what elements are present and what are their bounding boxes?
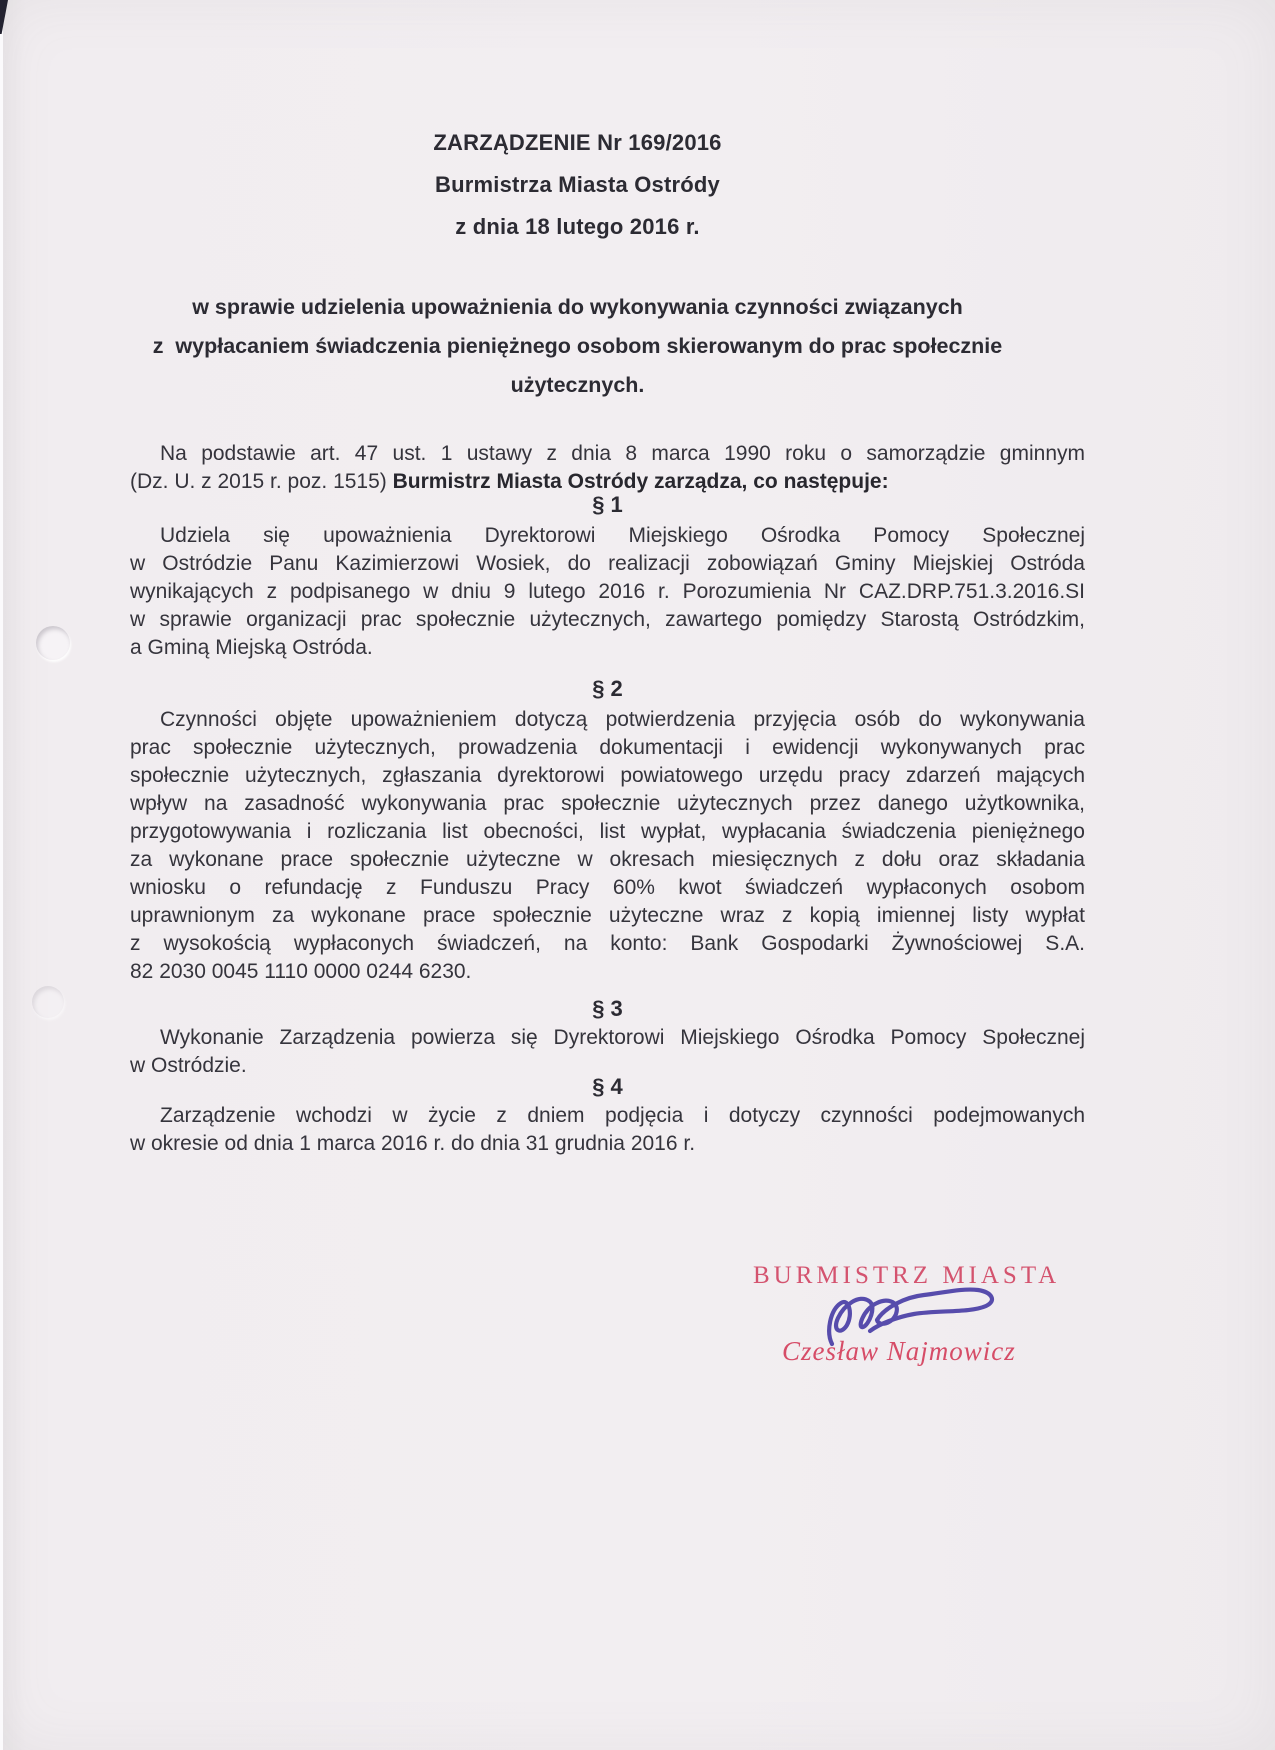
text-line: Na podstawie art. 47 ust. 1 ustawy z dnia 8 marca 1990 roku o samorządzie gminnym — [160, 442, 1085, 465]
text-line: w okresie od dnia 1 marca 2016 r. do dnia 31 grudnia 2016 r. — [130, 1132, 696, 1155]
text-line: przygotowywania i rozliczania list obecności, list wypłat, wypłacania świadczenia pieniężnego — [130, 820, 1085, 843]
section-4-body — [130, 1102, 1085, 1158]
title-line-issuer: Burmistrza Miasta Ostródy — [435, 172, 720, 197]
text-line: uprawnionym za wykonane prace społecznie użyteczne wraz z kopią imiennej listy wypłat — [130, 904, 1085, 927]
scan-corner-artifact — [0, 0, 8, 34]
text-line: za wykonane prace społecznie użyteczne w okresach miesięcznych z dołu oraz składania — [130, 848, 1085, 871]
subject-line: w sprawie udzielenia upoważnienia do wykonywania czynności związanych — [192, 295, 963, 319]
preamble-normal-text: (Dz. U. z 2015 r. poz. 1515) — [130, 470, 393, 493]
section-3-heading: § 3 — [592, 996, 623, 1021]
text-line: Czynności objęte upoważnieniem dotyczą potwierdzenia przyjęcia osób do wykonywania — [160, 708, 1085, 731]
section-2-heading: § 2 — [592, 676, 623, 701]
text-line: Udziela się upoważnienia Dyrektorowi Miejskiego Ośrodka Pomocy Społecznej — [160, 524, 1085, 547]
text-line: prac społecznie użytecznych, prowadzenia dokumentacji i ewidencji wykonywanych prac — [130, 736, 1085, 759]
title-line-date: z dnia 18 lutego 2016 r. — [455, 214, 700, 239]
text-line: w sprawie organizacji prac społecznie użytecznych, zawartego pomiędzy Starostą Ostródzkim, — [130, 608, 1085, 631]
punch-hole — [36, 626, 70, 660]
title-line-number: ZARZĄDZENIE Nr 169/2016 — [433, 130, 722, 155]
text-line: wpływ na zasadność wykonywania prac społecznie użytecznych przez danego użytkownika, — [130, 792, 1085, 815]
preamble-paragraph — [130, 440, 1085, 496]
signer-name: Czesław Najmowicz — [782, 1336, 1016, 1366]
document-title — [0, 122, 1155, 248]
text-line: wynikających z podpisanego w dniu 9 lutego 2016 r. Porozumienia Nr CAZ.DRP.751.3.2016.SI — [130, 580, 1085, 603]
text-line: Zarządzenie wchodzi w życie z dniem podjęcia i dotyczy czynności podejmowanych — [160, 1104, 1085, 1127]
text-line: Wykonanie Zarządzenia powierza się Dyrektorowi Miejskiego Ośrodka Pomocy Społecznej — [160, 1026, 1085, 1049]
document-subject — [95, 288, 1060, 405]
text-line: w Ostródzie. — [130, 1054, 247, 1077]
text-line: społecznie użytecznych, zgłaszania dyrektorowi powiatowego urzędu pracy zdarzeń mających — [130, 764, 1085, 787]
text-line: 82 2030 0045 1110 0000 0244 6230. — [130, 960, 472, 983]
section-4-heading: § 4 — [592, 1074, 623, 1099]
text-line: wniosku o refundację z Funduszu Pracy 60% kwot świadczeń wypłaconych osobom — [130, 876, 1085, 899]
section-2-body — [130, 706, 1085, 986]
subject-line: użytecznych. — [510, 373, 645, 397]
scan-left-edge — [0, 0, 3, 1750]
section-1-heading: § 1 — [592, 492, 623, 517]
preamble-bold-text: Burmistrz Miasta Ostródy zarządza, co następuje: — [392, 470, 889, 493]
mayor-stamp-text: BURMISTRZ MIASTA — [753, 1262, 1061, 1289]
text-line: w Ostródzie Panu Kazimierzowi Wosiek, do realizacji zobowiązań Gminy Miejskiej Ostróda — [130, 552, 1085, 575]
section-1-body — [130, 522, 1085, 662]
text-line: a Gminą Miejską Ostróda. — [130, 636, 373, 659]
punch-hole — [32, 986, 64, 1018]
subject-line: z wypłacaniem świadczenia pieniężnego osobom skierowanym do prac społecznie — [152, 334, 1003, 358]
section-3-body — [130, 1024, 1085, 1080]
text-line: z wysokością wypłaconych świadczeń, na konto: Bank Gospodarki Żywnościowej S.A. — [130, 932, 1085, 955]
